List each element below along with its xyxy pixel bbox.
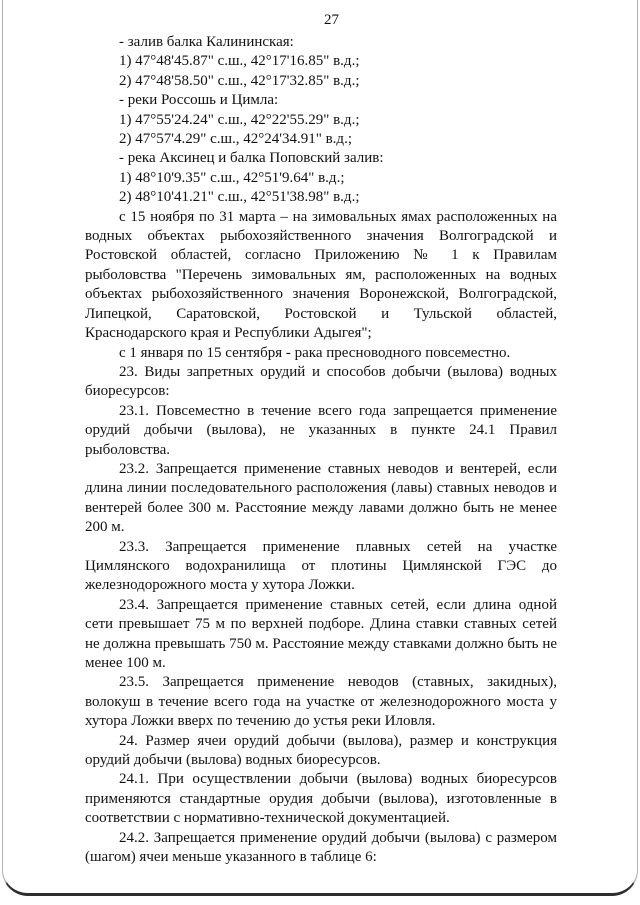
paragraph: 23.5. Запрещается применение неводов (ставных, закидных), волокуш в течение всего года на участке от железнодорожного моста у хутора Ложки вверх по течению до устья реки Иловля.	[85, 674, 557, 730]
paragraph: с 1 января по 15 сентября - рака пресноводного повсеместно.	[119, 344, 511, 361]
coordinate-line: 1) 47°48'45.87" с.ш., 42°17'16.85" в.д.;	[119, 53, 360, 70]
coordinate-line: 2) 48°10'41.21" с.ш., 42°51'38.98" в.д.;	[119, 189, 360, 206]
paragraph: 23.2. Запрещается применение ставных неводов и вентерей, если длина линии последовательного расположения (лавы) ставных неводов и вентерей более 300 м. Расстояние между лавами должно быть не менее 200 м.	[85, 460, 557, 536]
paragraph: 23.4. Запрещается применение ставных сетей, если длина одной сети превышает 75 м по верхней подборе. Длина ставки ставных сетей не должна превышать 750 м. Расстояние между ставками должно быть не менее 100 м.	[85, 596, 557, 671]
coordinate-line: 2) 47°57'4.29" с.ш., 42°24'34.91" в.д.;	[119, 131, 352, 148]
page-number: 27	[324, 12, 339, 28]
coordinate-line: 1) 47°55'24.24" с.ш., 42°22'55.29" в.д.;	[119, 111, 360, 128]
coordinate-line: 2) 47°48'58.50" с.ш., 42°17'32.85" в.д.;	[119, 72, 360, 89]
coordinate-line: 1) 48°10'9.35" с.ш., 42°51'9.64" в.д.;	[119, 169, 345, 186]
paragraph-list	[85, 33, 557, 867]
paragraph: 24.2. Запрещается применение орудий добычи (вылова) с размером (шагом) ячеи меньше указанного в таблице 6:	[85, 829, 557, 866]
list-item: - залив балка Калининская:	[119, 34, 294, 50]
paragraph: 24.1. При осуществлении добычи (вылова) водных биоресурсов применяются стандартные орудия добычи (вылова), изготовленные в соответствии с нормативно-технической документацией.	[85, 771, 557, 827]
paragraph: с 15 ноября по 31 марта – на зимовальных ямах расположенных на водных объектах рыбохозяйственного значения Волгоградской и Ростовской областей, согласно Приложению № 1 к Правилам рыболовства "Перечень зимовальных ям, расположенных на водных объектах рыбохозяйственного значения Воронежской, Волгоградской, Липецкой, Саратовской, Ростовской и Тульской областей, Краснодарского края и Республики Адыгея";	[85, 208, 557, 342]
paragraph: 23.1. Повсеместно в течение всего года запрещается применение орудий добычи (вылова), не указанных в пункте 24.1 Правил рыболовства.	[85, 402, 557, 458]
paragraph: 23. Виды запретных орудий и способов добычи (вылова) водных биоресурсов:	[85, 363, 557, 400]
paragraph: 24. Размер ячеи орудий добычи (вылова), размер и конструкция орудий добычи (вылова) водных биоресурсов.	[85, 732, 557, 769]
paragraph: 23.3. Запрещается применение плавных сетей на участке Цимлянского водохранилища от плотины Цимлянской ГЭС до железнодорожного моста у хутора Ложки.	[85, 538, 557, 594]
list-item: - реки Россошь и Цимла:	[119, 92, 279, 109]
list-item: - река Аксинец и балка Поповский залив:	[119, 150, 384, 167]
